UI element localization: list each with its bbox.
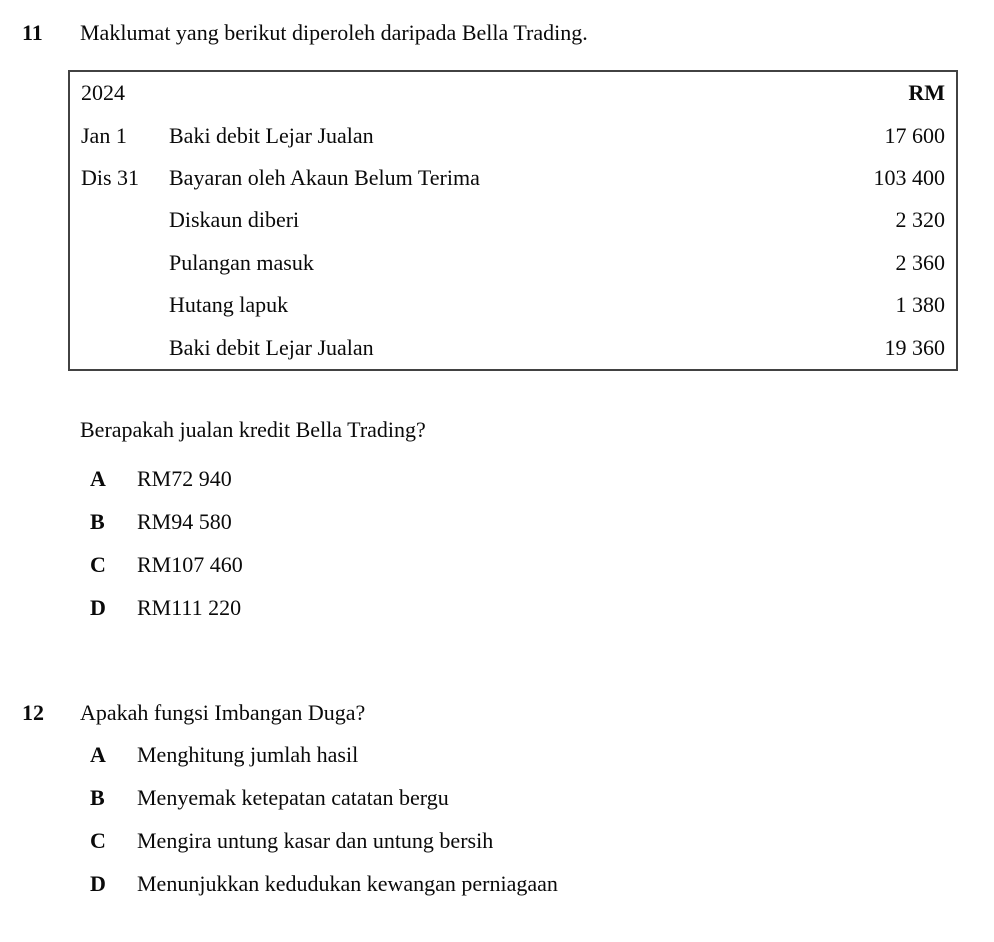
row-description: Baki debit Lejar Jualan bbox=[169, 334, 374, 360]
option-c bbox=[90, 819, 558, 862]
option-text: RM94 580 bbox=[137, 508, 232, 534]
question-11-prompt: Berapakah jualan kredit Bella Trading? bbox=[80, 417, 426, 442]
option-d bbox=[90, 586, 243, 629]
question-12-number: 12 bbox=[22, 700, 44, 725]
table-row bbox=[81, 199, 945, 241]
row-amount: 2 360 bbox=[895, 249, 945, 275]
option-a bbox=[90, 733, 558, 776]
question-12-prompt: Apakah fungsi Imbangan Duga? bbox=[80, 700, 366, 725]
option-text: Menunjukkan kedudukan kewangan perniagaan bbox=[137, 870, 558, 896]
row-description: Pulangan masuk bbox=[169, 249, 314, 275]
row-description: Hutang lapuk bbox=[169, 292, 289, 318]
row-amount: 19 360 bbox=[884, 334, 945, 360]
table-row bbox=[81, 114, 945, 156]
option-letter: D bbox=[90, 594, 106, 620]
option-text: Menyemak ketepatan catatan bergu bbox=[137, 784, 449, 810]
table-row bbox=[81, 327, 945, 369]
option-text: RM72 940 bbox=[137, 465, 232, 491]
option-letter: C bbox=[90, 827, 106, 853]
question-11-intro: Maklumat yang berikut diperoleh daripada Bella Trading. bbox=[80, 20, 588, 45]
option-b bbox=[90, 500, 243, 543]
option-letter: B bbox=[90, 784, 105, 810]
table-currency-header: RM bbox=[908, 80, 945, 106]
row-amount: 103 400 bbox=[873, 165, 945, 191]
option-letter: C bbox=[90, 551, 106, 577]
row-description: Bayaran oleh Akaun Belum Terima bbox=[169, 165, 480, 191]
option-letter: A bbox=[90, 741, 106, 767]
row-date: Dis 31 bbox=[81, 165, 140, 191]
option-text: RM111 220 bbox=[137, 594, 242, 620]
option-text: Mengira untung kasar dan untung bersih bbox=[137, 827, 494, 853]
table-header-row bbox=[81, 72, 945, 114]
option-d bbox=[90, 862, 558, 905]
option-letter: B bbox=[90, 508, 105, 534]
table-row bbox=[81, 157, 945, 199]
row-date: Jan 1 bbox=[81, 122, 127, 148]
option-text: Menghitung jumlah hasil bbox=[137, 741, 359, 767]
question-11-number: 11 bbox=[22, 20, 43, 45]
table-row bbox=[81, 242, 945, 284]
option-letter: A bbox=[90, 465, 106, 491]
ledger-info-table bbox=[68, 70, 958, 371]
row-amount: 2 320 bbox=[895, 207, 945, 233]
option-a bbox=[90, 457, 243, 500]
option-text: RM107 460 bbox=[137, 551, 243, 577]
option-letter: D bbox=[90, 870, 106, 896]
row-description: Baki debit Lejar Jualan bbox=[169, 122, 374, 148]
option-b bbox=[90, 776, 558, 819]
table-year-label: 2024 bbox=[81, 80, 125, 106]
row-amount: 17 600 bbox=[884, 122, 945, 148]
question-12-options bbox=[90, 733, 558, 905]
table-row bbox=[81, 284, 945, 326]
row-amount: 1 380 bbox=[895, 292, 945, 318]
option-c bbox=[90, 543, 243, 586]
row-description: Diskaun diberi bbox=[169, 207, 300, 233]
question-11-options bbox=[90, 457, 243, 629]
